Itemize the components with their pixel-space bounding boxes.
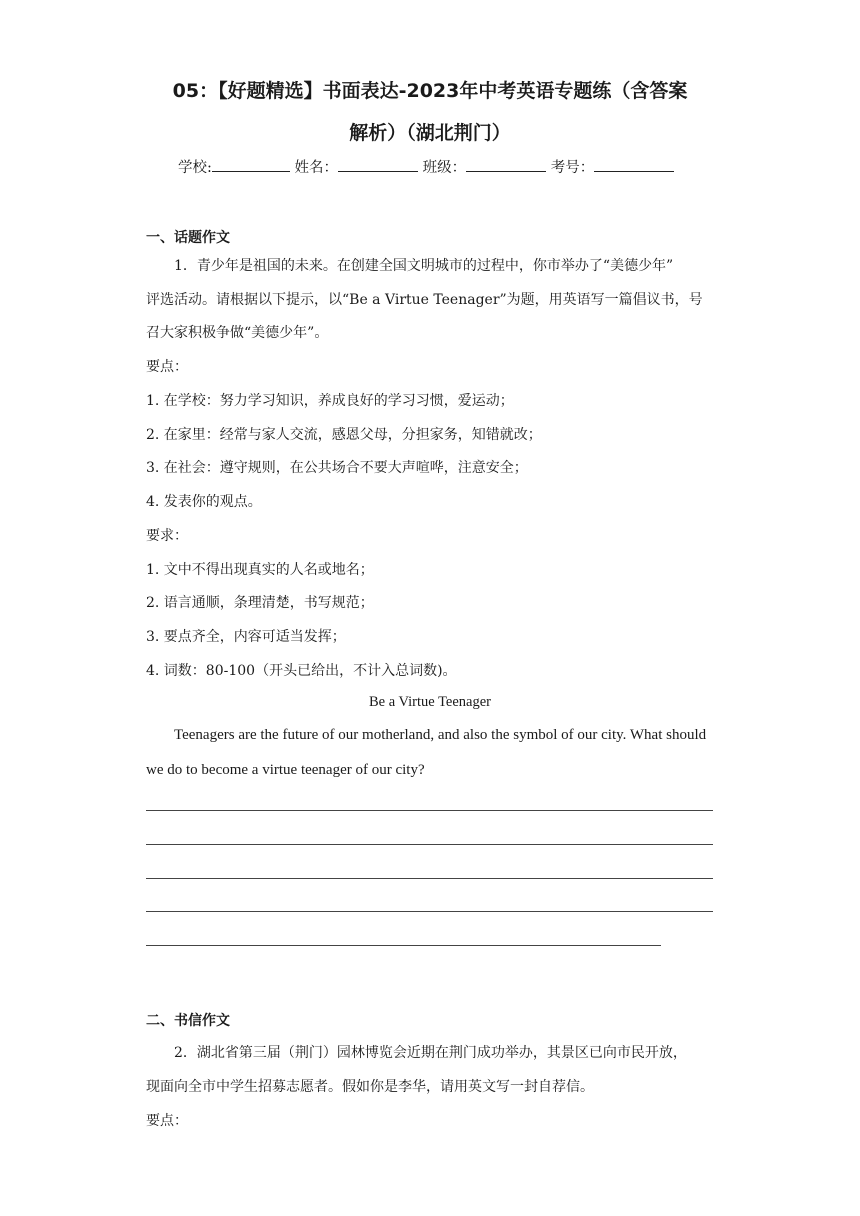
point-item: 1. 在学校：努力学习知识，养成良好的学习习惯，爱运动； bbox=[146, 393, 514, 409]
name-blank bbox=[338, 157, 418, 172]
class-label: 班级： bbox=[422, 160, 467, 176]
point-item: 2. 在家里：经常与家人交流，感恩父母，分担家务，知错就改； bbox=[146, 427, 542, 443]
essay-title: Be a Virtue Teenager bbox=[369, 694, 491, 710]
document-title-line-2: 解析）（湖北荆门） bbox=[349, 122, 511, 144]
requirement-item: 1. 文中不得出现真实的人名或地名； bbox=[146, 562, 374, 578]
exam-number-label: 考号： bbox=[550, 160, 595, 176]
answer-writing-line[interactable] bbox=[146, 844, 713, 845]
prompt-line: 1．青少年是祖国的未来。在创建全国文明城市的过程中，你市举办了“美德少年” bbox=[174, 258, 674, 274]
prompt-line: 评选活动。请根据以下提示，以“Be a Virtue Teenager”为题，用英语写一篇倡议书，号 bbox=[146, 292, 703, 308]
answer-writing-line[interactable] bbox=[146, 810, 713, 811]
answer-writing-line[interactable] bbox=[146, 911, 713, 912]
points-label: 要点： bbox=[146, 359, 188, 375]
requirement-item: 2. 语言通顺，条理清楚，书写规范； bbox=[146, 595, 374, 611]
prompt-line: 现面向全市中学生招募志愿者。假如你是李华，请用英文写一封自荐信。 bbox=[146, 1079, 594, 1095]
prompt-line: 2．湖北省第三届（荆门）园林博览会近期在荆门成功举办，其景区已向市民开放， bbox=[174, 1045, 687, 1061]
answer-writing-line[interactable] bbox=[146, 945, 661, 946]
student-info-row bbox=[178, 156, 674, 177]
requirements-label: 要求： bbox=[146, 528, 188, 544]
name-label: 姓名： bbox=[294, 160, 338, 176]
essay-opening-line: Teenagers are the future of our motherland, and also the symbol of our city. What should bbox=[174, 727, 707, 743]
point-item: 3. 在社会：遵守规则，在公共场合不要大声喧哗，注意安全； bbox=[146, 460, 528, 476]
section-heading-letter-writing: 二、书信作文 bbox=[146, 1013, 230, 1029]
school-label: 学校: bbox=[178, 160, 212, 176]
section-heading-topic-essay: 一、话题作文 bbox=[146, 230, 230, 246]
exam-number-blank bbox=[594, 157, 674, 172]
answer-writing-line[interactable] bbox=[146, 878, 713, 879]
class-blank bbox=[466, 157, 546, 172]
points-label: 要点： bbox=[146, 1113, 188, 1129]
prompt-line: 召大家积极争做“美德少年”。 bbox=[146, 325, 329, 341]
requirement-item: 3. 要点齐全，内容可适当发挥； bbox=[146, 629, 346, 645]
requirement-item: 4. 词数：80-100（开头已给出，不计入总词数)。 bbox=[146, 663, 457, 679]
document-title-line-1: 05：【好题精选】书面表达-2023年中考英语专题练（含答案 bbox=[172, 80, 688, 102]
point-item: 4. 发表你的观点。 bbox=[146, 494, 262, 510]
school-blank bbox=[212, 157, 290, 172]
essay-opening-line: we do to become a virtue teenager of our city? bbox=[146, 762, 425, 778]
